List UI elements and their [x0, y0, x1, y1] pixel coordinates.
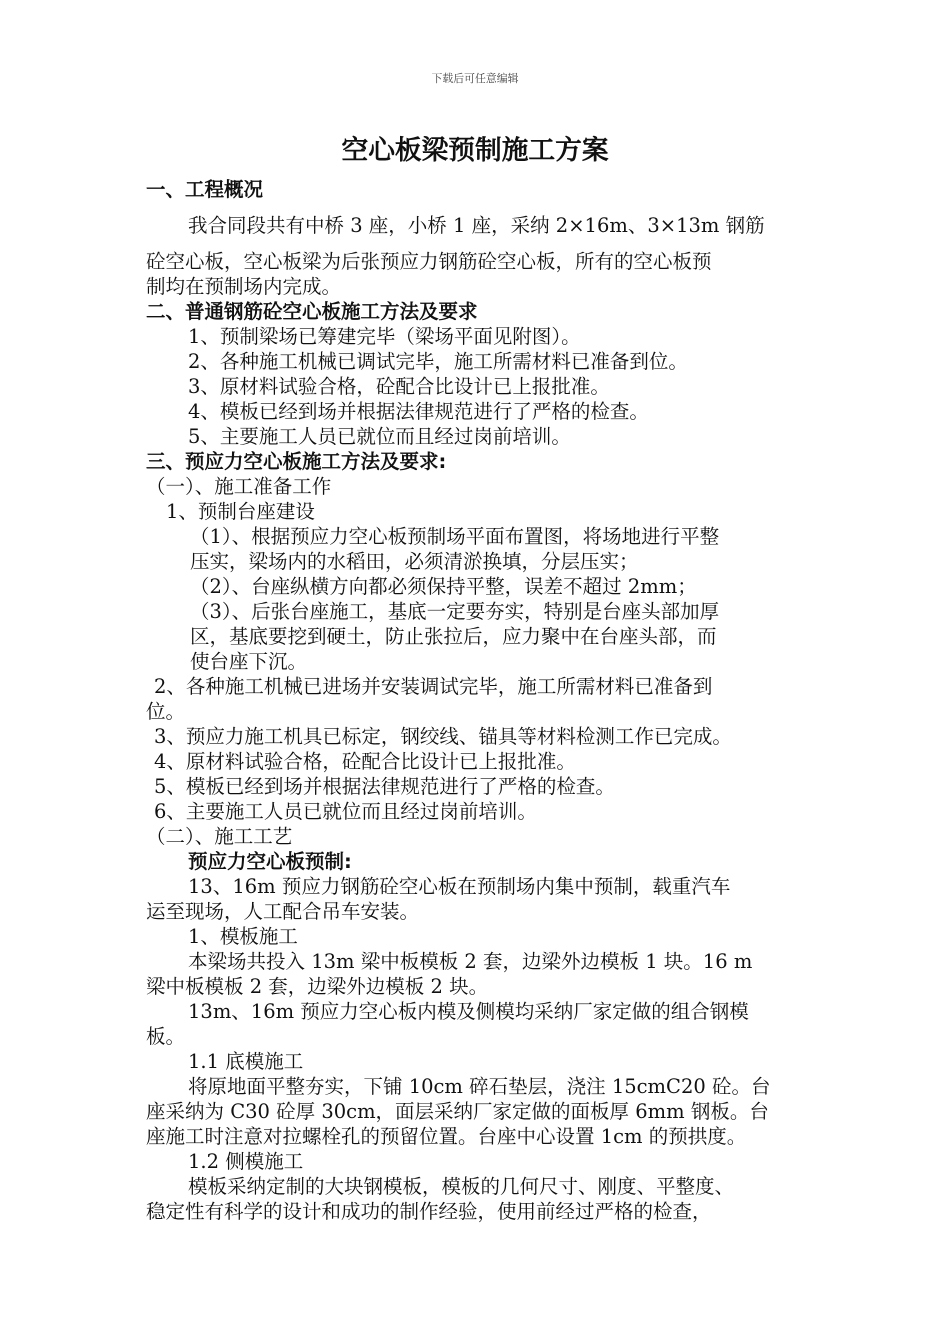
paragraph-line: 座采纳为 C30 砼厚 30cm，面层采纳厂家定做的面板厚 6mm 钢板。台 — [146, 1100, 769, 1123]
item-heading: 1.1 底模施工 — [188, 1050, 304, 1073]
paragraph-line: （1）、根据预应力空心板预制场平面布置图，将场地进行平整 — [190, 525, 720, 548]
paragraph-line: （3）、后张台座施工，基底一定要夯实，特别是台座头部加厚 — [190, 600, 720, 623]
list-item: 位。 — [146, 700, 186, 723]
page-header-note: 下载后可任意编辑 — [431, 72, 519, 85]
item-heading: 1、预制台座建设 — [166, 500, 315, 523]
section-heading-1: 一、工程概况 — [146, 178, 264, 201]
list-item: 1、预制梁场已筹建完毕（梁场平面见附图）。 — [188, 325, 581, 348]
paragraph-line: 13、16m 预应力钢筋砼空心板在预制场内集中预制，载重汽车 — [188, 875, 731, 898]
paragraph-line: 将原地面平整夯实，下铺 10cm 碎石垫层，浇注 15cmC20 砼。台 — [188, 1075, 771, 1098]
list-item: 6、主要施工人员已就位而且经过岗前培训。 — [154, 800, 537, 823]
item-heading: 1、模板施工 — [188, 925, 298, 948]
paragraph-line: 模板采纳定制的大块钢模板，模板的几何尺寸、刚度、平整度、 — [188, 1175, 735, 1198]
paragraph-line: 本梁场共投入 13m 梁中板模板 2 套，边梁外边模板 1 块。16 m — [188, 950, 753, 973]
paragraph-line: （2）、台座纵横方向都必须保持平整，误差不超过 2mm； — [190, 575, 697, 598]
item-heading: 预应力空心板预制: — [188, 850, 352, 873]
paragraph-line: 运至现场，人工配合吊车安装。 — [146, 900, 420, 923]
paragraph-line: 梁中板模板 2 套，边梁外边模板 2 块。 — [146, 975, 489, 998]
list-item: 3、预应力施工机具已标定，钢绞线、锚具等材料检测工作已完成。 — [154, 725, 732, 748]
paragraph-line: 使台座下沉。 — [190, 650, 308, 673]
subsection-heading: （二）、施工工艺 — [146, 825, 293, 848]
list-item: 2、各种施工机械已进场并安装调试完毕，施工所需材料已准备到 — [154, 675, 713, 698]
paragraph-line: 座施工时注意对拉螺栓孔的预留位置。台座中心设置 1cm 的预拱度。 — [146, 1125, 747, 1148]
document-title: 空心板梁预制施工方案 — [341, 135, 609, 166]
paragraph-line: 13m、16m 预应力空心板内模及侧模均采纳厂家定做的组合钢模 — [188, 1000, 749, 1023]
list-item: 4、模板已经到场并根据法律规范进行了严格的检查。 — [188, 400, 649, 423]
section-heading-2: 二、普通钢筋砼空心板施工方法及要求 — [146, 300, 478, 323]
subsection-heading: （一）、施工准备工作 — [146, 475, 332, 498]
paragraph-line: 制均在预制场内完成。 — [146, 275, 342, 298]
paragraph-line: 板。 — [146, 1025, 186, 1048]
paragraph-line: 砼空心板，空心板梁为后张预应力钢筋砼空心板，所有的空心板预 — [146, 250, 712, 273]
list-item: 2、各种施工机械已调试完毕，施工所需材料已准备到位。 — [188, 350, 688, 373]
list-item: 4、原材料试验合格，砼配合比设计已上报批准。 — [154, 750, 576, 773]
paragraph-line: 稳定性有科学的设计和成功的制作经验，使用前经过严格的检查， — [146, 1200, 712, 1223]
paragraph-line: 压实，梁场内的水稻田，必须清淤换填，分层压实； — [190, 550, 639, 573]
section-heading-3: 三、预应力空心板施工方法及要求: — [146, 450, 447, 473]
list-item: 5、模板已经到场并根据法律规范进行了严格的检查。 — [154, 775, 615, 798]
paragraph-line: 区，基底要挖到硬土，防止张拉后，应力聚中在台座头部，而 — [190, 625, 717, 648]
item-heading: 1.2 侧模施工 — [188, 1150, 304, 1173]
list-item: 3、原材料试验合格，砼配合比设计已上报批准。 — [188, 375, 610, 398]
list-item: 5、主要施工人员已就位而且经过岗前培训。 — [188, 425, 571, 448]
paragraph-line: 我合同段共有中桥 3 座，小桥 1 座，采纳 2×16m、3×13m 钢筋 — [188, 214, 765, 237]
